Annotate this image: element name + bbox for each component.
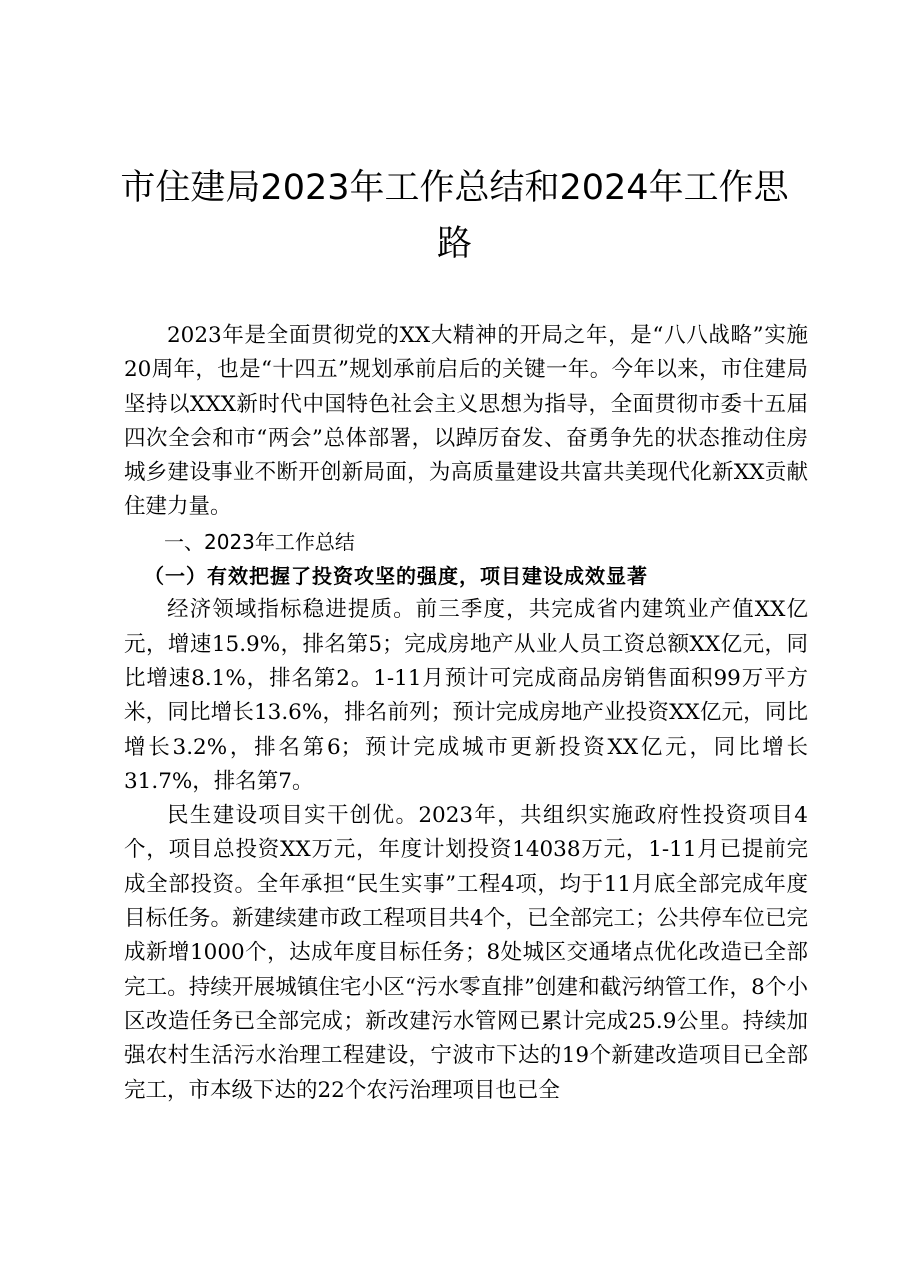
body-paragraph-projects: 民生建设项目实干创优。2023年，共组织实施政府性投资项目4个，项目总投资XX万元，年度计划投资14038万元，1-11月已提前完成全部投资。全年承担“民生实事”工程4项，均于11月底全部完成年度目标任务。新建续建市政工程项目共4个，已全部完工；公共停车位已完成新增1000个，达成年度目标任务；8处城区交通堵点优化改造已全部完工。持续开展城镇住宅小区“污水零直排”创建和截污纳管工作，8个小区改造任务已全部完成；新改建污水管网已累计完成25.9公里。持续加强农村生活污水治理工程建设，宁波市下达的19个新建改造项目已全部完工，市本级下达的22个农污治理项目也已全 xyxy=(124,803,808,1103)
document-body xyxy=(124,319,808,1108)
section-heading: 一、2023年工作总结 xyxy=(164,529,355,554)
document-title: 市住建局2023年工作总结和2024年工作思路 xyxy=(120,168,789,264)
body-paragraph-economy: 经济领域指标稳进提质。前三季度，共完成省内建筑业产值XX亿元，增速15.9%，排名第5；完成房地产从业人员工资总额XX亿元，同比增速8.1%，排名第2。1-11月预计可完成商品房销售面积99万平方米，同比增长13.6%，排名前列；预计完成房地产业投资XX亿元，同比增长3.2%，排名第6；预计完成城市更新投资XX亿元，同比增长31.7%，排名第7。 xyxy=(124,597,808,794)
intro-paragraph: 2023年是全面贯彻党的XX大精神的开局之年，是“八八战略”实施20周年，也是“十四五”规划承前启后的关键一年。今年以来，市住建局坚持以XXX新时代中国特色社会主义思想为指导，全面贯彻市委十五届四次全会和市“两会”总体部署，以踔厉奋发、奋勇争先的状态推动住房城乡建设事业不断开创新局面，为高质量建设共富共美现代化新XX贡献住建力量。 xyxy=(124,323,808,520)
subsection-heading: （一）有效把握了投资攻坚的强度，项目建设成效显著 xyxy=(144,564,648,589)
